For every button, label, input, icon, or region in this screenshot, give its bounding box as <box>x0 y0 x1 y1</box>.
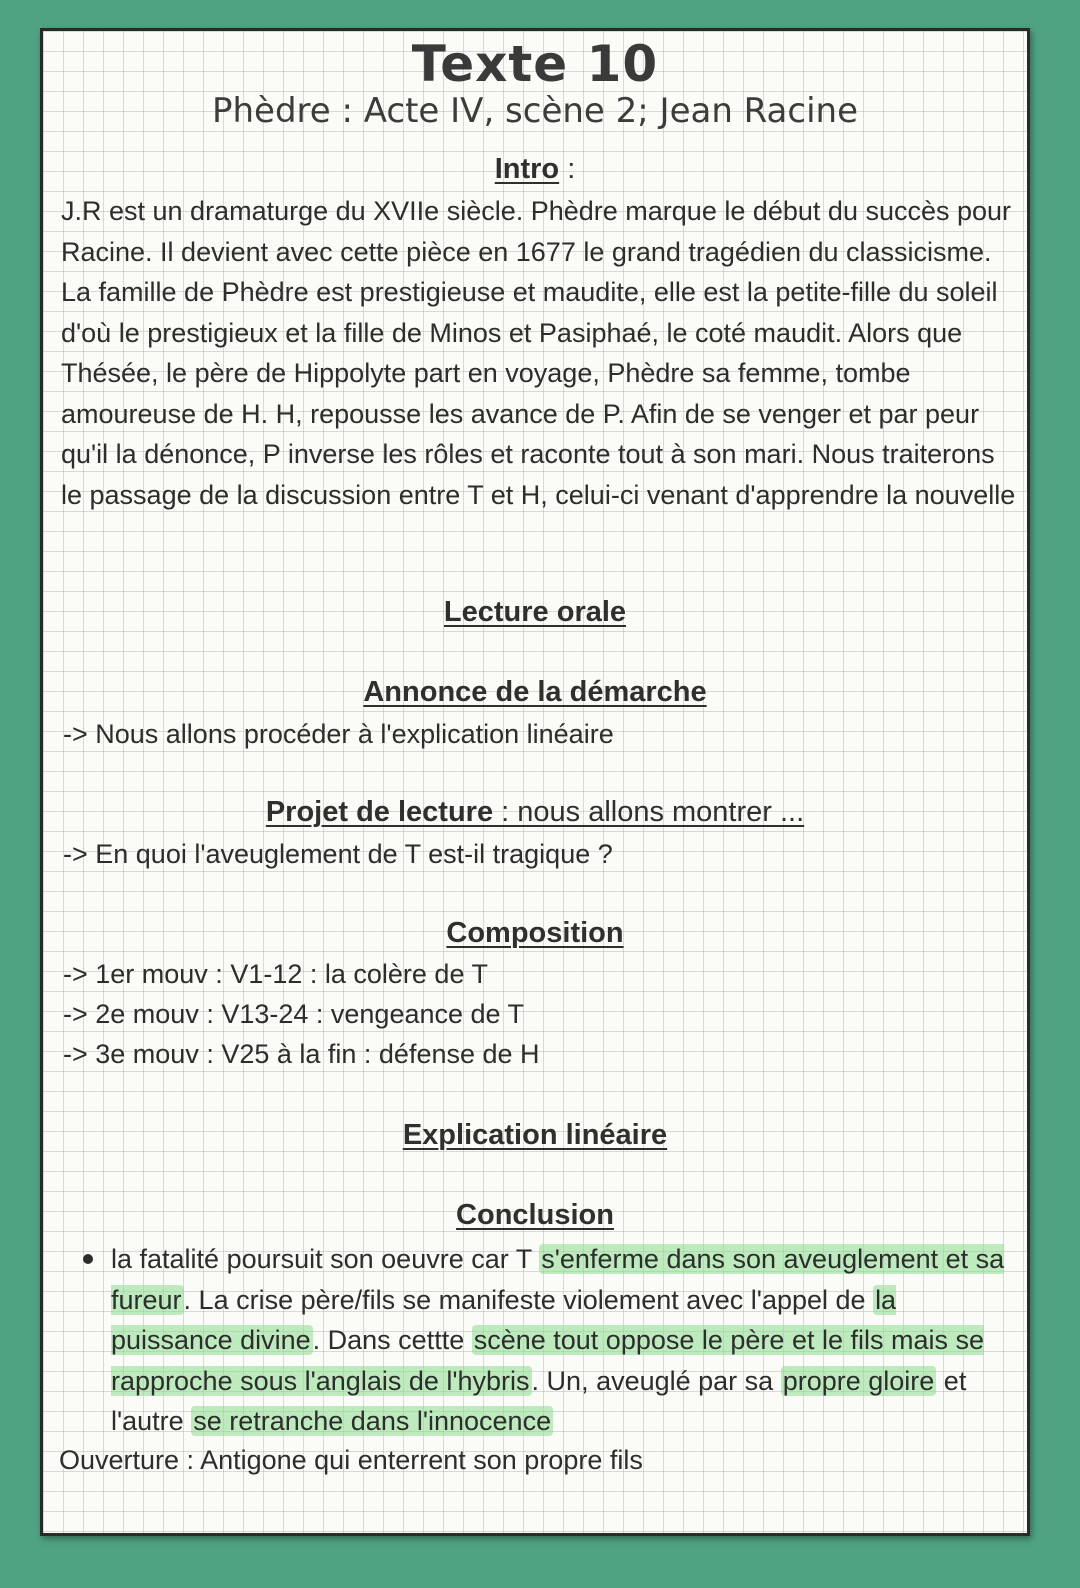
note-sheet <box>40 28 1030 1536</box>
ouverture-line <box>59 1445 643 1476</box>
explication-heading-label: Explication linéaire <box>402 1119 668 1151</box>
annonce-heading <box>43 676 1027 709</box>
conclusion-heading <box>43 1199 1027 1232</box>
projet-heading-label: Projet de lecture <box>265 796 494 828</box>
highlighted-text: scène tout oppose le père et le fils mais se rapproche sous l'anglais de l'hybris <box>111 1325 985 1396</box>
lecture-orale-label: Lecture orale <box>443 596 627 628</box>
conclusion-text: et l'autre <box>111 1365 967 1436</box>
projet-line: -> En quoi l'aveuglement de T est-il tragique ? <box>63 839 613 869</box>
bullet-icon <box>83 1254 93 1264</box>
composition-heading <box>43 917 1027 950</box>
highlighted-text: propre gloire <box>782 1365 935 1396</box>
highlighted-text: s'enferme dans son aveuglement et sa fureur <box>111 1244 1005 1315</box>
page-title: Texte 10 <box>411 35 659 93</box>
intro-paragraph: J.R est un dramaturge du XVIIe siècle. Phèdre marque le début du succès pour Racine. Il devient avec cette pièce en 1677 le grand tragédien du classicisme. La famille de Phèdre est prestigieuse et maudite, elle est la petite-fille du soleil d'où le prestigieux et la fille de Minos et Pasiphaé, le coté maudit. Alors que Thésée, le père de Hippolyte part en voyage, Phèdre sa femme, tombe amoureuse de H. H, repousse les avance de P. Afin de se venger et par peur qu'il la dénonce, P inverse les rôles et raconte tout à son mari. Nous traiterons le passage de la discussion entre T et H, celui-ci venant d'apprendre la nouvelle <box>61 196 1016 510</box>
ouverture-label: Ouverture : <box>59 1445 195 1475</box>
explication-heading <box>43 1119 1027 1152</box>
composition-line: -> 2e mouv : V13-24 : vengeance de T <box>63 999 525 1029</box>
annonce-heading-label: Annonce de la démarche <box>363 676 707 708</box>
page-subtitle: Phèdre : Acte IV, scène 2; Jean Racine <box>211 91 859 131</box>
projet-heading <box>43 796 1027 829</box>
highlighted-text: se retranche dans l'innocence <box>193 1406 552 1436</box>
intro-heading-label: Intro <box>494 153 560 185</box>
conclusion-heading-label: Conclusion <box>456 1199 614 1231</box>
projet-heading-rest: : nous allons montrer ... <box>493 796 805 828</box>
lecture-orale-heading <box>43 596 1027 629</box>
highlighted-text: la puissance divine <box>111 1284 897 1355</box>
ouverture-text: Antigone qui enterrent son propre fils <box>194 1445 643 1475</box>
composition-line: -> 1er mouv : V1-12 : la colère de T <box>63 959 488 989</box>
conclusion-text: la fatalité poursuit son oeuvre car T <box>111 1244 540 1274</box>
annonce-line: -> Nous allons procéder à l'explication linéaire <box>63 719 614 749</box>
conclusion-text: . Dans cettte <box>312 1325 472 1355</box>
composition-heading-label: Composition <box>446 917 624 949</box>
conclusion-text: . Un, aveuglé par sa <box>531 1365 781 1396</box>
intro-heading <box>43 153 1027 186</box>
conclusion-text: . La crise père/fils se manifeste violement avec l'appel de <box>183 1284 874 1315</box>
conclusion-paragraph <box>111 1239 1011 1442</box>
composition-line: -> 3e mouv : V25 à la fin : défense de H <box>63 1039 540 1069</box>
intro-heading-colon: : <box>559 153 576 185</box>
